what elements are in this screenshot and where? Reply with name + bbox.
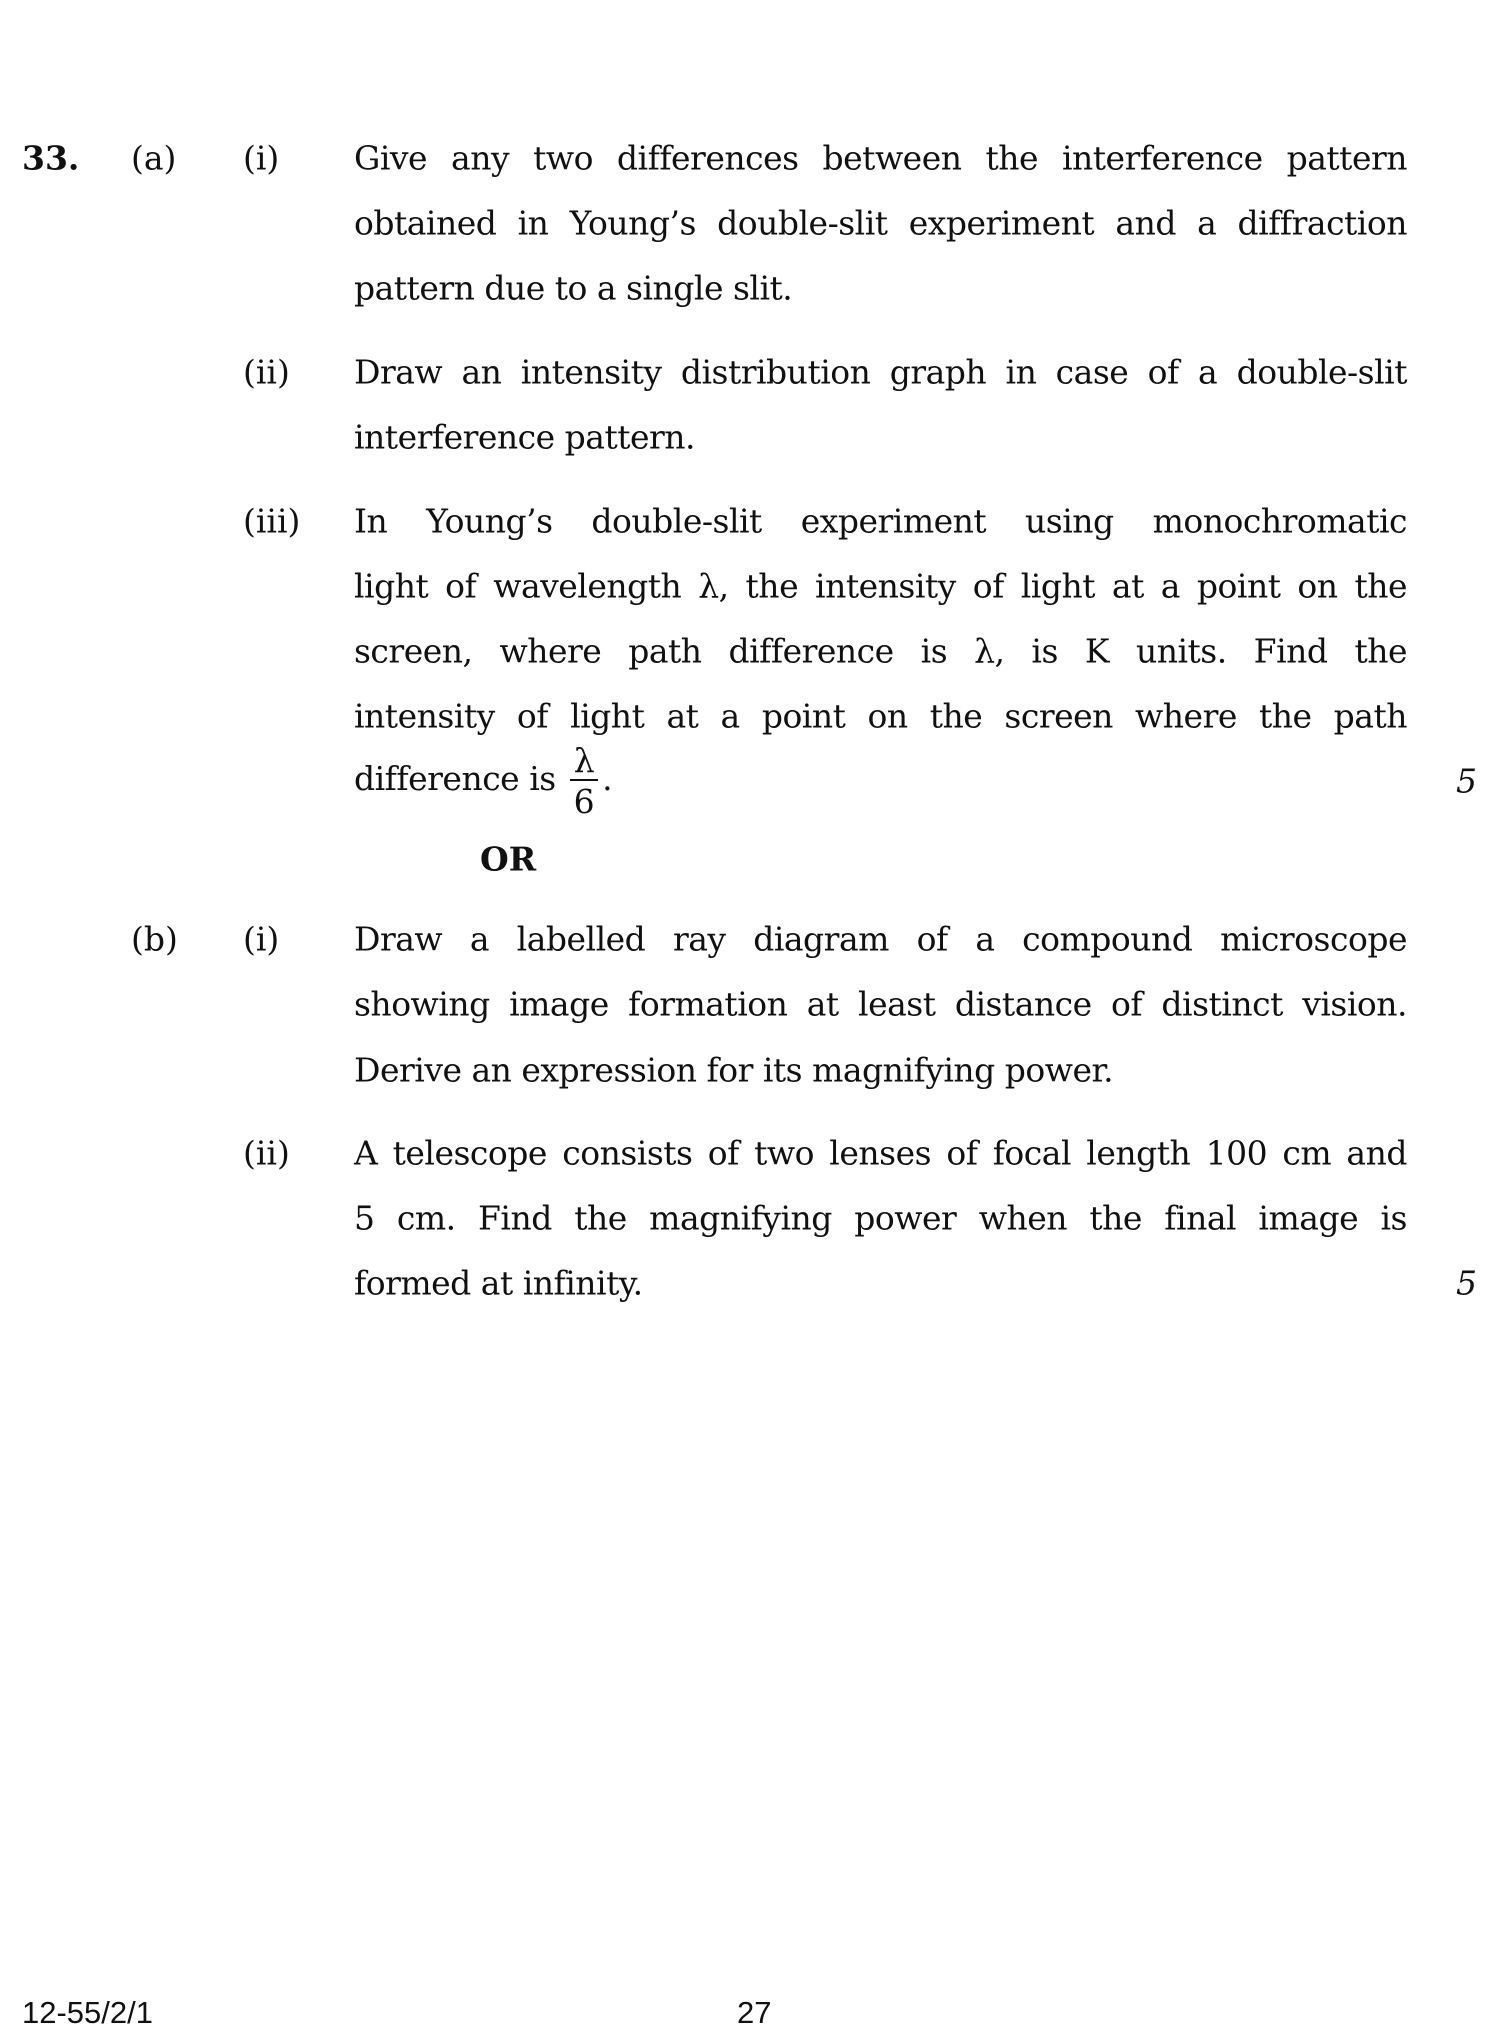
question-number: 33. — [22, 138, 80, 178]
item-a-ii-label: (ii) — [243, 352, 290, 392]
text-line: screen, where path difference is λ, is K units. Find the — [354, 631, 1407, 671]
text-line: formed at infinity. — [354, 1263, 643, 1303]
paper-code: 12-55/2/1 — [22, 1995, 153, 2030]
text-line-with-fraction — [354, 741, 1407, 821]
marks-part-b: 5 — [1456, 1263, 1477, 1303]
text-line: pattern due to a single slit. — [354, 268, 793, 308]
text-line: obtained in Young’s double-slit experiment and a diffraction — [354, 203, 1407, 243]
text: difference is — [354, 759, 556, 798]
text: . — [602, 759, 613, 798]
item-b-i-label: (i) — [243, 919, 280, 959]
item-a-i-label: (i) — [243, 138, 280, 178]
page-number: 27 — [737, 1995, 772, 2030]
text-line: interference pattern. — [354, 417, 696, 457]
fraction-lambda-over-6 — [570, 741, 598, 821]
part-b-label: (b) — [131, 919, 178, 959]
text-line: Draw a labelled ray diagram of a compound microscope — [354, 919, 1407, 959]
fraction-denominator: 6 — [573, 782, 595, 821]
text-line: In Young’s double-slit experiment using monochromatic — [354, 501, 1407, 541]
text-line: A telescope consists of two lenses of focal length 100 cm and — [354, 1133, 1407, 1173]
fraction-numerator: λ — [570, 744, 598, 781]
text-line: Derive an expression for its magnifying power. — [354, 1050, 1114, 1090]
text-line: Give any two differences between the interference pattern — [354, 138, 1407, 178]
text-line: intensity of light at a point on the screen where the path — [354, 696, 1407, 736]
part-a-label: (a) — [131, 138, 177, 178]
item-a-iii-label: (iii) — [243, 501, 301, 541]
or-separator: OR — [480, 839, 537, 879]
text-line: light of wavelength λ, the intensity of light at a point on the — [354, 566, 1407, 606]
text-line: 5 cm. Find the magnifying power when the final image is — [354, 1198, 1407, 1238]
item-b-ii-label: (ii) — [243, 1133, 290, 1173]
marks-part-a: 5 — [1456, 761, 1477, 801]
text-line: showing image formation at least distance of distinct vision. — [354, 984, 1407, 1024]
text-line: Draw an intensity distribution graph in case of a double-slit — [354, 352, 1407, 392]
